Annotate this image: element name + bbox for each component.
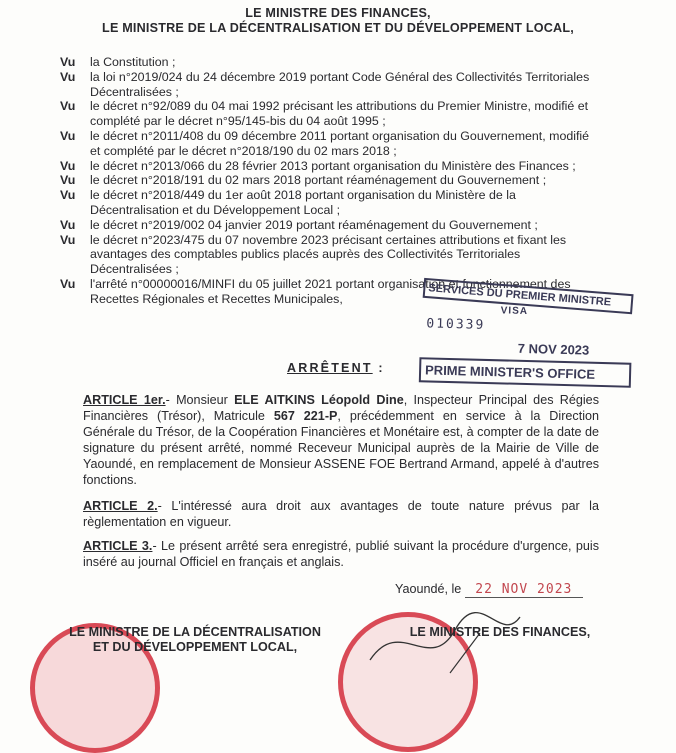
vu-item: Vu le décret n°2018/191 du 02 mars 2018 portant réaménagement du Gouvernement ; (60, 173, 547, 188)
vu-item: Vu le décret n°2019/002 04 janvier 2019 portant réaménagement du Gouvernement ; (60, 217, 538, 232)
vu-item: Vu la Constitution ; (60, 55, 176, 69)
signature-block-minddevel: LE MINISTRE DE LA DÉCENTRALISATION ET DU DÉVELOPPEMENT LOCAL, (69, 625, 321, 654)
vu-label: Vu (60, 158, 76, 173)
document-header (0, 6, 676, 36)
article-3-heading: ARTICLE 3. (83, 539, 153, 553)
vu-label: Vu (60, 217, 76, 232)
arretent-heading: ARRÊTENT : (287, 361, 385, 375)
vu-item: Vu le décret n°2013/066 du 28 février 2013 portant organisation du Ministère des Finances ; (60, 158, 576, 173)
signature-scribble (360, 605, 530, 675)
stamp-office-line: PRIME MINISTER'S OFFICE (419, 357, 632, 388)
vu-label: Vu (60, 69, 76, 84)
vu-label: Vu (60, 188, 76, 203)
stamp-date: 7 NOV 2023 (517, 340, 590, 358)
vu-item: Vu le décret n°2011/408 du 09 décembre 2011 portant organisation du Gouvernement, modifié et complété par le décret n°2018/190 du 02 mars 2018 ; (60, 128, 590, 158)
stamp-services-line: SERVICES DU PREMIER MINISTRE (423, 278, 634, 314)
nominee-name: ELE AITKINS Léopold Dine (234, 393, 404, 407)
vu-item: Vu le décret n°2018/449 du 1er août 2018 portant organisation du Ministère de la Décentralisation et du Développement Local ; (60, 188, 516, 217)
header-minddevel: LE MINISTRE DE LA DÉCENTRALISATION ET DU DÉVELOPPEMENT LOCAL, (102, 21, 574, 35)
vu-item: Vu la loi n°2019/024 du 24 décembre 2019 portant Code Général des Collectivités Territoriales Décentralisées ; (60, 69, 590, 99)
stamp-visa: VISA (500, 305, 529, 318)
article-2-heading: ARTICLE 2. (83, 499, 158, 513)
article-2: ARTICLE 2.- L'intéressé aura droit aux avantages de toute nature prévus par la règlementation en vigueur. (83, 499, 599, 529)
vu-label: Vu (60, 55, 76, 69)
article-3: ARTICLE 3.- Le présent arrêté sera enregistré, publié suivant la procédure d'urgence, puis inséré au journal Officiel en français et anglais. (83, 539, 599, 569)
signature-block-minfi: LE MINISTRE DES FINANCES, (409, 625, 591, 639)
date-line: Yaoundé, le 22 NOV 2023 (395, 582, 583, 598)
matricule: 567 221-P (273, 409, 338, 423)
visa-stamp (421, 283, 632, 392)
vu-list (60, 55, 600, 307)
vu-label: Vu (60, 173, 76, 188)
vu-label: Vu (60, 276, 76, 291)
article-1: ARTICLE 1er.- Monsieur ELE AITKINS Léopold Dine, Inspecteur Principal des Régies Financières (Trésor), Matricule 567 221-P, précédemment en service à la Direction Générale du Trésor, de la Coopération Financières et Monétaire est, à compter de la date de signature du présent arrêté, nommé Receveur Municipal auprès de la Mairie de Ville de Yaoundé, en remplacement de Monsieur ASSENE FOE Bertrand Armand, appelé à d'autres fonctions. (83, 393, 600, 487)
vu-label: Vu (60, 99, 76, 114)
article-1-heading: ARTICLE 1er. (83, 393, 166, 407)
vu-label: Vu (60, 128, 76, 143)
stamp-number: 010339 (426, 316, 486, 333)
vu-label: Vu (60, 232, 76, 247)
header-minfi: LE MINISTRE DES FINANCES, (245, 6, 431, 20)
vu-item: Vu l'arrêté n°00000016/MINFI du 05 juillet 2021 portant organisation et fonctionnement des Recettes Régionales et Recettes Municipales, (60, 276, 571, 306)
vu-item: Vu le décret n°92/089 du 04 mai 1992 précisant les attributions du Premier Ministre, modifié et complété par le décret n°95/145-bis du 04 août 1995 ; (60, 99, 589, 129)
handwritten-date: 22 NOV 2023 (465, 582, 583, 598)
vu-item: Vu le décret n°2023/475 du 07 novembre 2023 précisant certaines attributions et fixant les avantages des comptables publics placés auprès des Collectivités Territoriales Décentralisées ; (60, 232, 567, 277)
